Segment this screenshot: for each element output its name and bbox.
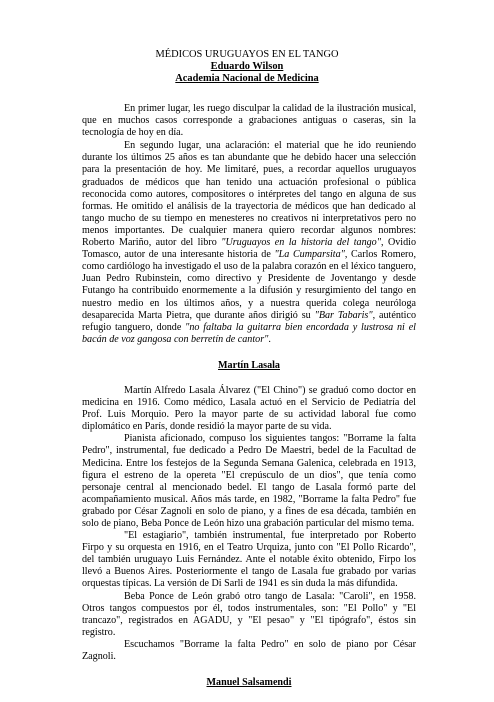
intro-paragraph-2 [82, 140, 416, 346]
section-title-salsamendi: Manuel Salsamendi [206, 677, 292, 689]
book-title-cumparsita: "La Cumparsita" [274, 249, 345, 261]
lasala-paragraph-5: Escuchamos "Borrame la falta Pedro" en solo de piano por César Zagnoli. [82, 638, 416, 663]
intro-names-e: , Carlos Romero, como cardiólogo ha investigado el uso de la palabra corazón en el léxico tanguero, Juan Pedro Rubinstein, como directivo y Presidente de Joventango y desde Futango ha contribuido enormemente a la difusión y resurgimiento del tango en nuestro medio en los últimos años, y a nuestra querida colega neuróloga desaparecida Marta Pietra, que durante años dirigió su [82, 249, 416, 321]
document-header [0, 49, 494, 85]
intro-paragraph-1: En primer lugar, les ruego disculpar la calidad de la ilustración musical, que en muchos casos corresponde a grabaciones antiguas o caseras, sin la tecnología de hoy en día. [82, 103, 416, 139]
document-author: Eduardo Wilson [210, 61, 284, 72]
document-institution: Academia Nacional de Medicina [175, 73, 319, 84]
lasala-paragraph-3: "El estagiario", también instrumental, fue interpretado por Roberto Firpo y su orquesta en 1916, en el Teatro Urquiza, junto con "El Pollo Ricardo", del también uruguayo Luis Fernández. Ante el notable éxito obtenido, Firpo los llevó a Buenos Aires. Posteriormente el tango de Lasala fue grabado por varias orquestas típicas. La versión de Di Sarli de 1941 es sin duda la más difundida. [82, 530, 416, 590]
lasala-paragraph-1: Martín Alfredo Lasala Álvarez ("El Chino") se graduó como doctor en medicina en 1916. Como médico, Lasala actuó en el Servicio de Pediatría del Prof. Luis Morquio. Pero la mayor parte de su actividad laboral fue como diplomático en París, donde residió la mayor parte de su vida. [82, 384, 416, 433]
intro-paragraph-2-text: En segundo lugar, una aclaración: el material que he ido reuniendo durante los últimos 25 años es tan abundante que he debido hacer una selección para la presentación de hoy. Me limitaré, pues, a recordar aquellos uruguayos graduados de médicos que han tenido una actuación profesional o pública reconocida como autores, compositores o intérpretes del tango en alguna de sus formas. He omitido el análisis de la trayectoria de médicos que han dedicado al tango mucho de su tiempo en menesteres no creativos ni interpretativos pero no menos importantes. De cualquier manera quiero recordar algunos nombres: [82, 140, 416, 236]
quote-guitarra: "no faltaba la guitarra bien encordada y lustrosa ni el bacán de voz gangosa con berretín de cantor" [82, 321, 416, 345]
intro-names-i: . [268, 333, 271, 345]
document-title: MÉDICOS URUGUAYOS EN EL TANGO [155, 49, 339, 60]
intro-names-c: , Ovidio Tomasco, autor de una interesante historia de [82, 237, 416, 261]
book-title-uruguayos: "Uruguayos en la historia del tango" [221, 237, 381, 249]
document-body [82, 103, 416, 702]
lasala-paragraph-2: Pianista aficionado, compuso los siguientes tangos: "Borrame la falta Pedro", instrumental, fue dedicado a Pedro De Maestri, bedel de la Facultad de Medicina. Entre los festejos de la Segunda Semana Galenica, celebrada en 1913, figura el estreno de la opereta "El crepúsculo de un dios", que tenía como personaje central al mencionado bedel. El tango de Lasala formó parte del acompañamiento musical. Años más tarde, en 1982, "Borrame la falta Pedro" fue grabado por César Zagnoli en solo de piano, y a fines de esa década, también en solo de piano, Beba Ponce de León hizo una grabación particular del mismo tema. [82, 433, 416, 529]
section-title-lasala: Martín Lasala [218, 359, 280, 371]
bar-name-tabaris: "Bar Tabaris" [314, 309, 373, 321]
intro-names-g: , auténtico refugio tanguero, donde [82, 309, 416, 333]
lasala-paragraph-4: Beba Ponce de León grabó otro tango de Lasala: "Caroli", en 1958. Otros tangos compuestos por él, todos instrumentales, son: "El Pollo" y "El trancazo", registrados en AGADU, y "El pesao" y "El tipógrafo", éstos sin registro. [82, 590, 416, 638]
intro-names-a: Roberto Mariño, autor del libro [82, 237, 222, 249]
